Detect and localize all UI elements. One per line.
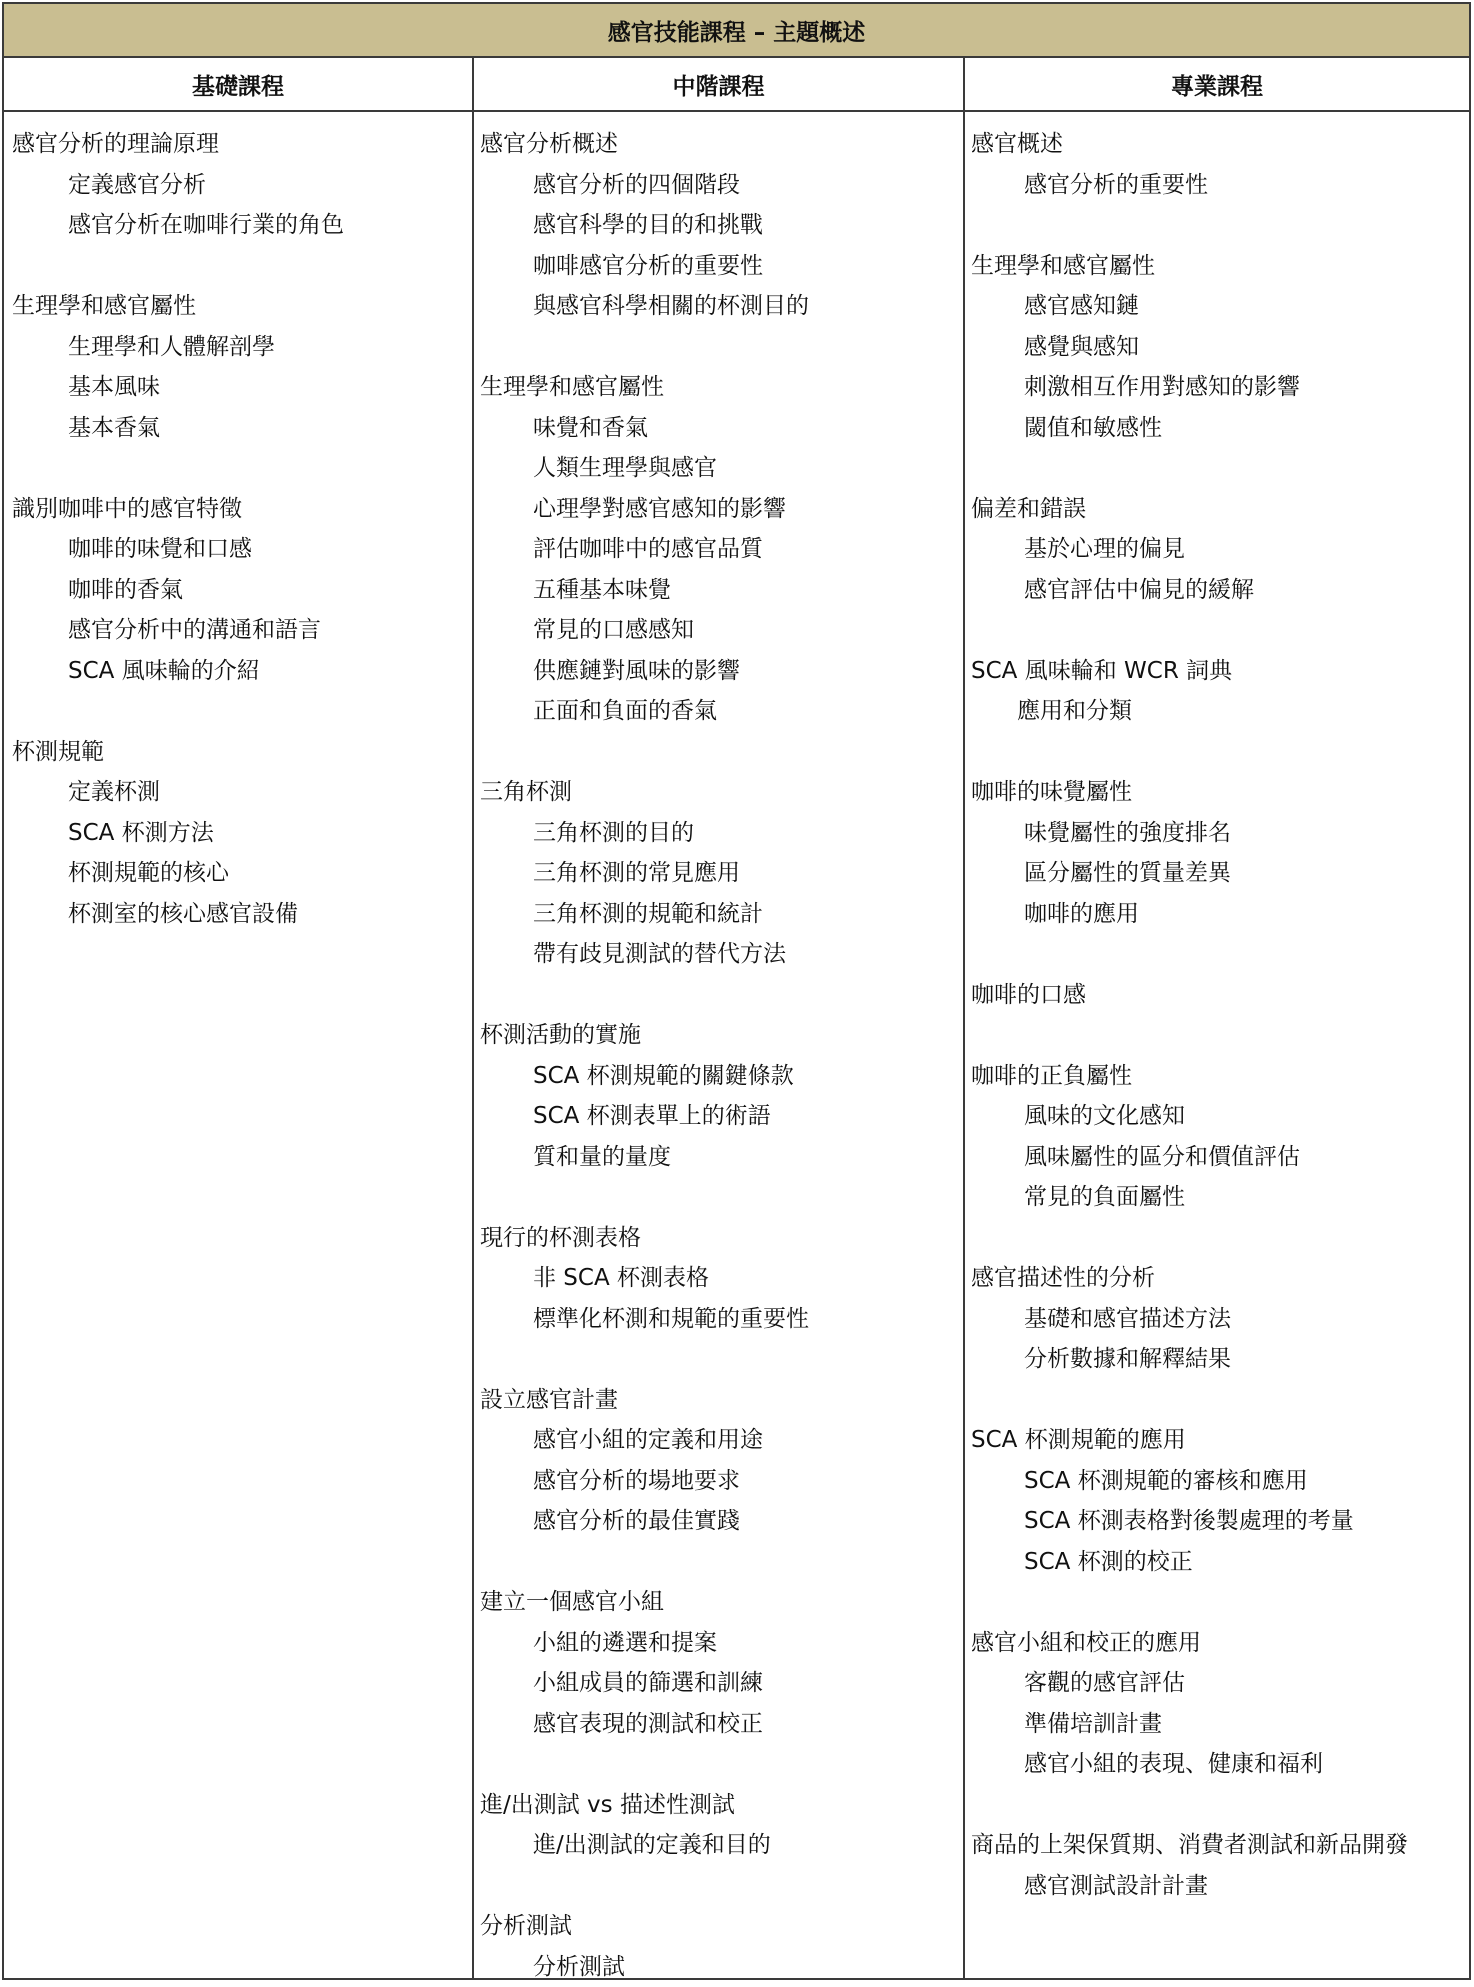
subtopic-item: 基本香氣: [4, 408, 472, 449]
subtopic-item: SCA 杯測表單上的術語: [474, 1096, 963, 1137]
subtopic-item: 區分屬性的質量差異: [965, 853, 1469, 894]
subtopic-item: 三角杯測的常見應用: [474, 853, 963, 894]
subtopic-item: 咖啡的香氣: [4, 570, 472, 611]
topic-heading: 商品的上架保質期、消費者測試和新品開發: [965, 1825, 1469, 1866]
subtopic-item: 感官分析的四個階段: [474, 165, 963, 206]
subtopic-item: 與感官科學相關的杯測目的: [474, 286, 963, 327]
blank-line: [965, 1015, 1469, 1056]
subtopic-item: 味覺和香氣: [474, 408, 963, 449]
blank-line: [474, 1866, 963, 1907]
intermediate-course-column: [474, 112, 965, 1980]
professional-course-column: [965, 112, 1469, 1980]
topic-heading: 偏差和錯誤: [965, 489, 1469, 530]
subtopic-item: 生理學和人體解剖學: [4, 327, 472, 368]
subtopic-item: 帶有歧見測試的替代方法: [474, 934, 963, 975]
subtopic-item: SCA 杯測規範的審核和應用: [965, 1461, 1469, 1502]
topic-heading: 咖啡的正負屬性: [965, 1056, 1469, 1097]
subtopic-item: 常見的負面屬性: [965, 1177, 1469, 1218]
subtopic-item: 風味的文化感知: [965, 1096, 1469, 1137]
topic-heading: 分析測試: [474, 1906, 963, 1947]
subtopic-item: SCA 杯測規範的關鍵條款: [474, 1056, 963, 1097]
subtopic-item: 感官感知鏈: [965, 286, 1469, 327]
subtopic-item: 感官分析的場地要求: [474, 1461, 963, 1502]
subtopic-item: 感官評估中偏見的緩解: [965, 570, 1469, 611]
subtopic-item: 非 SCA 杯測表格: [474, 1258, 963, 1299]
subtopic-item: 基於心理的偏見: [965, 529, 1469, 570]
body-row: [4, 112, 1469, 1980]
topic-heading: 杯測規範: [4, 732, 472, 773]
topic-heading: 感官描述性的分析: [965, 1258, 1469, 1299]
subtopic-item: 質和量的量度: [474, 1137, 963, 1178]
blank-line: [965, 1380, 1469, 1421]
subtopic-item: 刺激相互作用對感知的影響: [965, 367, 1469, 408]
blank-line: [965, 448, 1469, 489]
blank-line: [965, 610, 1469, 651]
subtopic-item: 咖啡感官分析的重要性: [474, 246, 963, 287]
subtopic-item: SCA 杯測方法: [4, 813, 472, 854]
blank-line: [474, 1744, 963, 1785]
topic-heading: 進/出測試 vs 描述性測試: [474, 1785, 963, 1826]
subtopic-item: 風味屬性的區分和價值評估: [965, 1137, 1469, 1178]
blank-line: [474, 1177, 963, 1218]
topic-heading: 杯測活動的實施: [474, 1015, 963, 1056]
topic-heading: 感官分析的理論原理: [4, 124, 472, 165]
course-overview-table: [2, 2, 1471, 1980]
subtopic-item: 進/出測試的定義和目的: [474, 1825, 963, 1866]
topic-heading: 感官概述: [965, 124, 1469, 165]
subtopic-item: 感官科學的目的和挑戰: [474, 205, 963, 246]
subtopic-item: 感官測試設計計畫: [965, 1866, 1469, 1907]
blank-line: [4, 246, 472, 287]
topic-heading: 建立一個感官小組: [474, 1582, 963, 1623]
subtopic-item: 感官分析中的溝通和語言: [4, 610, 472, 651]
subtopic-item: 感官小組的定義和用途: [474, 1420, 963, 1461]
topic-heading: 識別咖啡中的感官特徵: [4, 489, 472, 530]
subtopic-item: 分析數據和解釋結果: [965, 1339, 1469, 1380]
subtopic-item: 咖啡的味覺和口感: [4, 529, 472, 570]
column-header-intermediate: 中階課程: [474, 58, 965, 110]
subtopic-item: 基本風味: [4, 367, 472, 408]
subtopic-item: 定義杯測: [4, 772, 472, 813]
subtopic-item: 供應鏈對風味的影響: [474, 651, 963, 692]
subtopic-item: 心理學對感官感知的影響: [474, 489, 963, 530]
subtopic-item: 應用和分類: [965, 691, 1469, 732]
blank-line: [474, 1339, 963, 1380]
blank-line: [4, 448, 472, 489]
subtopic-item: SCA 杯測的校正: [965, 1542, 1469, 1583]
subtopic-item: 閾值和敏感性: [965, 408, 1469, 449]
topic-heading: 生理學和感官屬性: [474, 367, 963, 408]
blank-line: [474, 1542, 963, 1583]
blank-line: [965, 732, 1469, 773]
topic-heading: 咖啡的味覺屬性: [965, 772, 1469, 813]
topic-heading: 設立感官計畫: [474, 1380, 963, 1421]
subtopic-item: 人類生理學與感官: [474, 448, 963, 489]
subtopic-item: 常見的口感感知: [474, 610, 963, 651]
subtopic-item: 標準化杯測和規範的重要性: [474, 1299, 963, 1340]
subtopic-item: 五種基本味覺: [474, 570, 963, 611]
basic-course-column: [4, 112, 474, 1980]
subtopic-item: SCA 杯測表格對後製處理的考量: [965, 1501, 1469, 1542]
subtopic-item: 感官表現的測試和校正: [474, 1704, 963, 1745]
subtopic-item: 杯測規範的核心: [4, 853, 472, 894]
subtopic-item: 定義感官分析: [4, 165, 472, 206]
blank-line: [965, 1582, 1469, 1623]
topic-heading: 感官分析概述: [474, 124, 963, 165]
subtopic-item: 準備培訓計畫: [965, 1704, 1469, 1745]
topic-heading: 感官小組和校正的應用: [965, 1623, 1469, 1664]
subtopic-item: 客觀的感官評估: [965, 1663, 1469, 1704]
topic-heading: SCA 風味輪和 WCR 詞典: [965, 651, 1469, 692]
subtopic-item: 感覺與感知: [965, 327, 1469, 368]
subtopic-item: 正面和負面的香氣: [474, 691, 963, 732]
header-row: [4, 58, 1469, 112]
subtopic-item: 味覺屬性的強度排名: [965, 813, 1469, 854]
blank-line: [965, 1785, 1469, 1826]
subtopic-item: SCA 風味輪的介紹: [4, 651, 472, 692]
topic-heading: 生理學和感官屬性: [4, 286, 472, 327]
blank-line: [474, 975, 963, 1016]
topic-heading: 三角杯測: [474, 772, 963, 813]
subtopic-item: 感官分析的最佳實踐: [474, 1501, 963, 1542]
subtopic-item: 三角杯測的規範和統計: [474, 894, 963, 935]
subtopic-item: 評估咖啡中的感官品質: [474, 529, 963, 570]
subtopic-item: 感官分析的重要性: [965, 165, 1469, 206]
topic-heading: 生理學和感官屬性: [965, 246, 1469, 287]
subtopic-item: 基礎和感官描述方法: [965, 1299, 1469, 1340]
column-header-basic: 基礎課程: [4, 58, 474, 110]
subtopic-item: 三角杯測的目的: [474, 813, 963, 854]
topic-heading: 現行的杯測表格: [474, 1218, 963, 1259]
blank-line: [474, 732, 963, 773]
subtopic-item: 杯測室的核心感官設備: [4, 894, 472, 935]
topic-heading: 咖啡的口感: [965, 975, 1469, 1016]
blank-line: [474, 327, 963, 368]
column-header-professional: 專業課程: [965, 58, 1469, 110]
subtopic-item: 小組成員的篩選和訓練: [474, 1663, 963, 1704]
subtopic-item: 小組的遴選和提案: [474, 1623, 963, 1664]
topic-heading: SCA 杯測規範的應用: [965, 1420, 1469, 1461]
subtopic-item: 分析測試: [474, 1947, 963, 1987]
table-title: 感官技能課程 – 主題概述: [4, 4, 1469, 58]
subtopic-item: 感官小組的表現、健康和福利: [965, 1744, 1469, 1785]
blank-line: [965, 1218, 1469, 1259]
subtopic-item: 感官分析在咖啡行業的角色: [4, 205, 472, 246]
blank-line: [965, 934, 1469, 975]
subtopic-item: 咖啡的應用: [965, 894, 1469, 935]
blank-line: [965, 205, 1469, 246]
blank-line: [4, 691, 472, 732]
